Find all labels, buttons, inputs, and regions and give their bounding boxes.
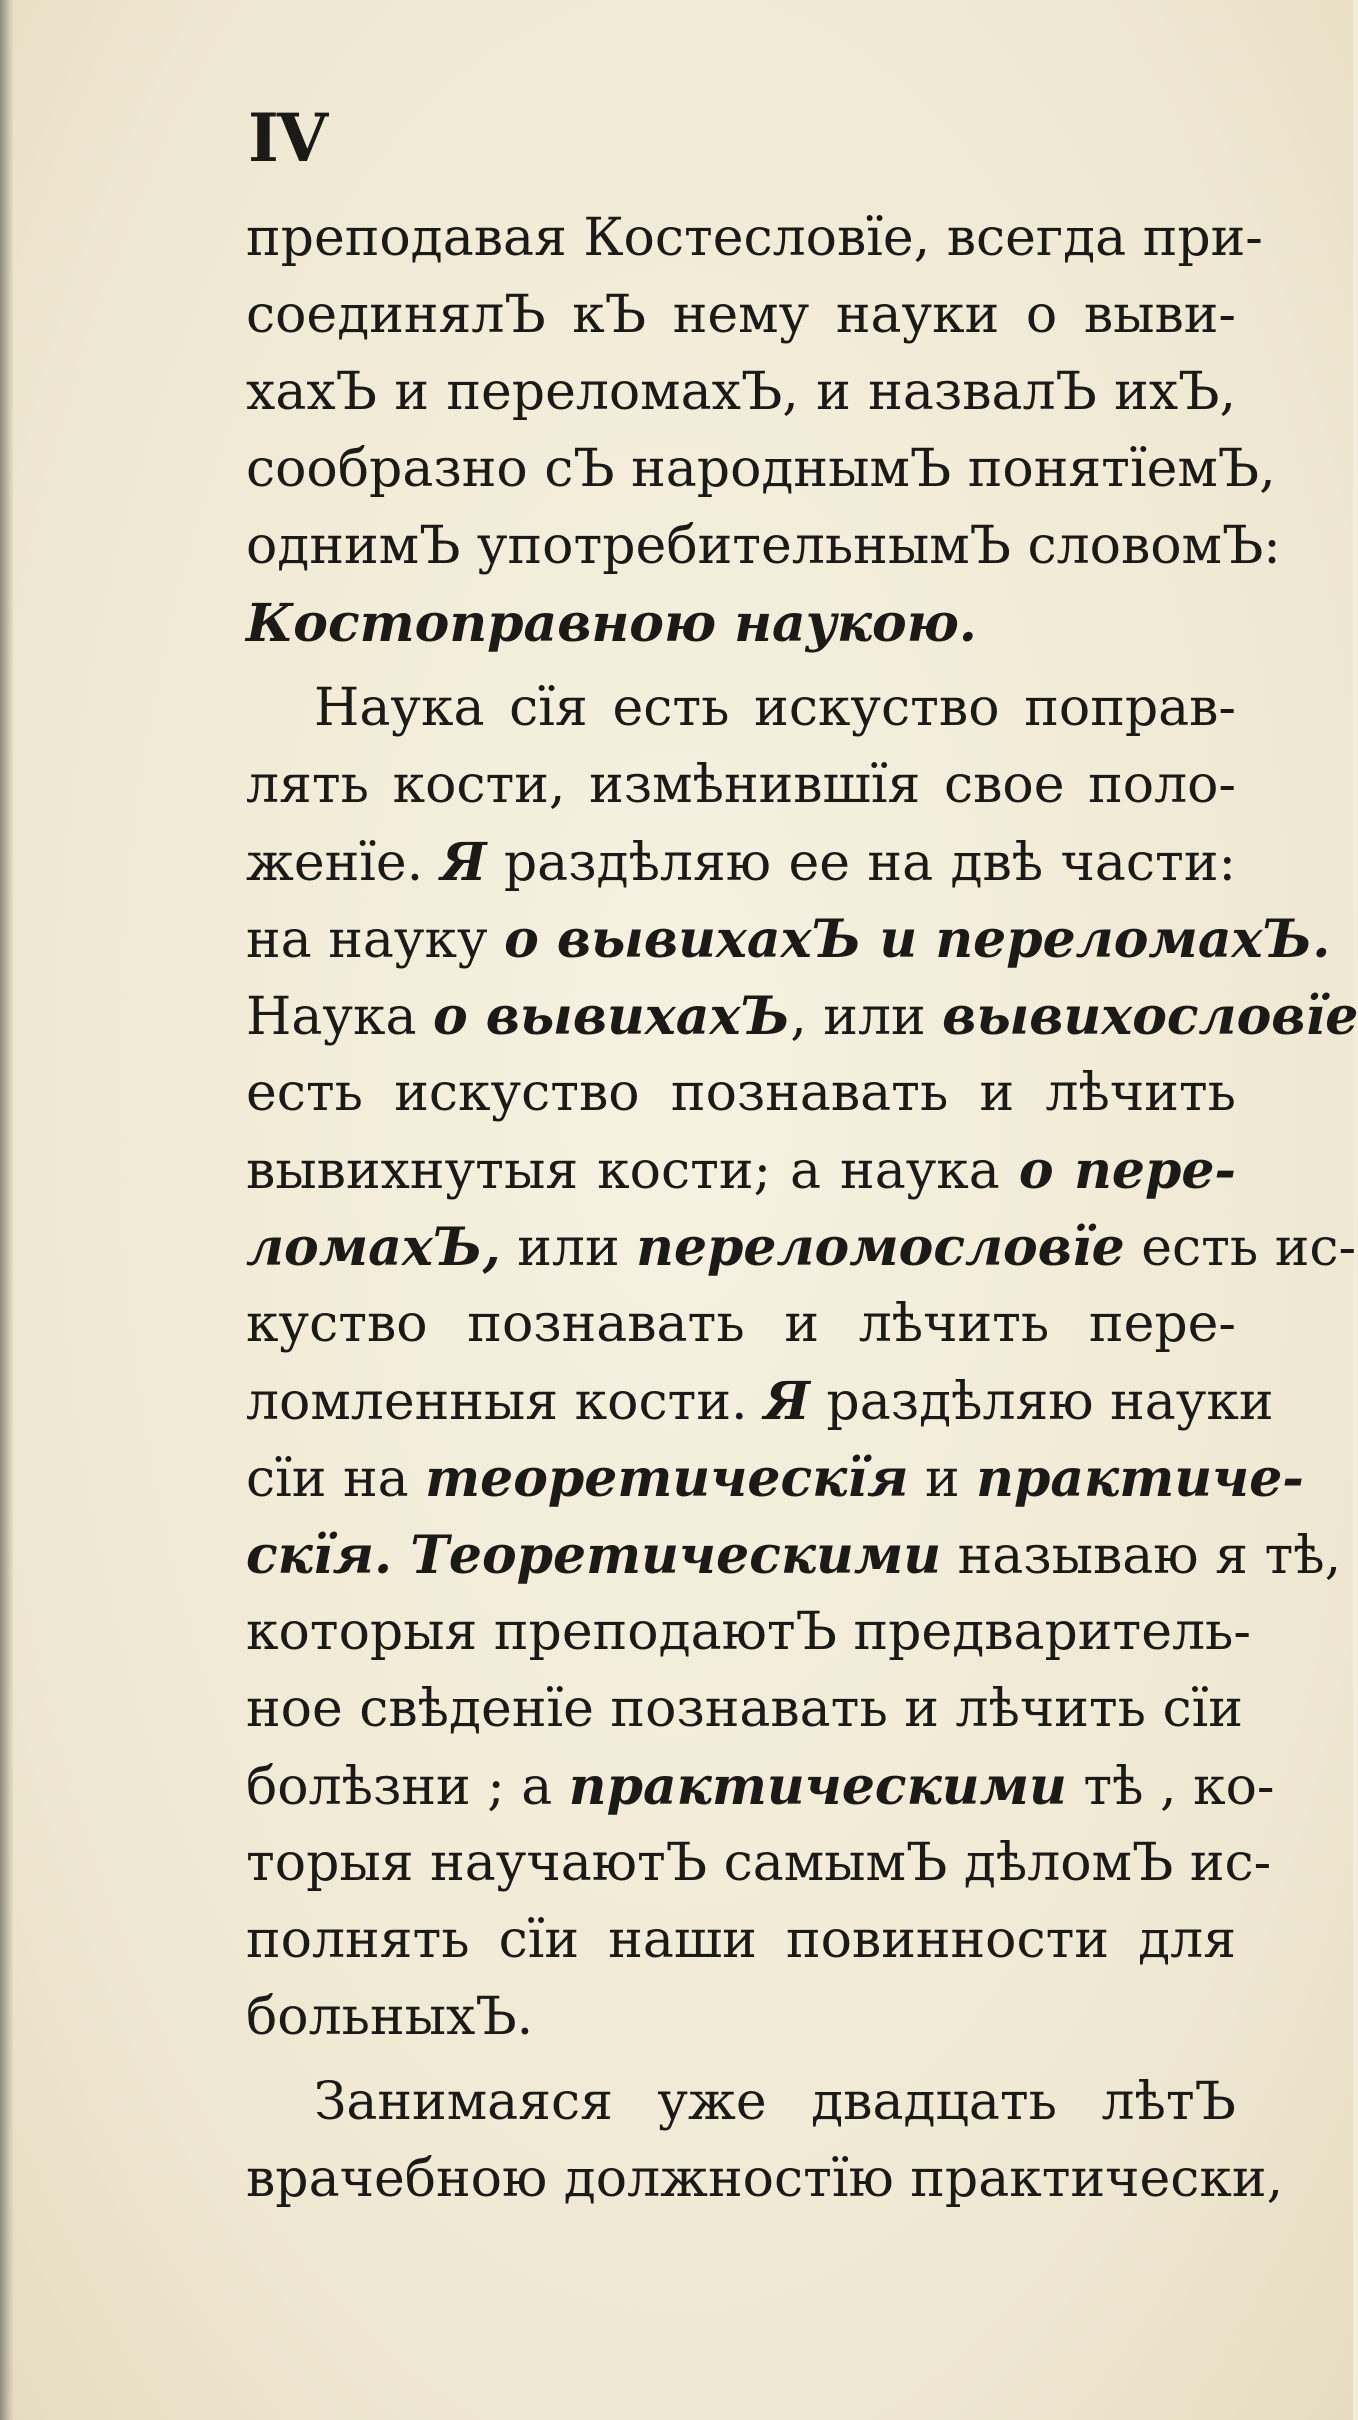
text-line bbox=[246, 670, 1236, 747]
text-segment: ное свѣденїе познавать и лѣчить сїи bbox=[246, 1679, 1243, 1739]
italic-text-segment: скїя. Теоретическими bbox=[246, 1525, 942, 1586]
text-line bbox=[246, 1286, 1236, 1363]
text-line bbox=[246, 1209, 1357, 1286]
text-segment: раздѣляю ее на двѣ части: bbox=[486, 833, 1236, 893]
text-segment: или bbox=[500, 1218, 637, 1278]
text-segment: однимЪ употребительнымЪ словомЪ: bbox=[246, 516, 1281, 576]
text-segment: Наука bbox=[246, 987, 433, 1047]
page-number: IV bbox=[248, 99, 327, 177]
text-segment: на науку bbox=[246, 910, 505, 970]
text-line bbox=[246, 200, 1263, 277]
text-segment: женїе. bbox=[246, 833, 441, 893]
italic-text-segment: вывихословїе bbox=[942, 986, 1358, 1047]
text-segment: соединялЪ кЪ нему науки о выви- bbox=[246, 285, 1236, 345]
text-line bbox=[246, 1748, 1275, 1825]
text-segment: есть искуство познавать и лѣчить bbox=[246, 1063, 1236, 1123]
text-line bbox=[246, 2064, 1236, 2141]
text-segment: преподавая Костесловїе, всегда при- bbox=[246, 208, 1263, 268]
paragraph-gap bbox=[246, 2056, 1236, 2064]
text-segment: раздѣляю науки bbox=[809, 1372, 1274, 1432]
text-line bbox=[246, 1440, 1304, 1517]
text-segment: называю я тѣ, bbox=[941, 1526, 1342, 1586]
italic-text-segment: практическими bbox=[568, 1756, 1067, 1817]
text-line bbox=[246, 1132, 1236, 1209]
text-segment: Наука сїя есть искуство поправ- bbox=[314, 678, 1236, 738]
italic-text-segment: теоретическїя bbox=[425, 1448, 909, 1509]
text-line bbox=[246, 1363, 1274, 1440]
text-line bbox=[246, 1055, 1236, 1132]
text-line bbox=[246, 431, 1276, 508]
text-segment: торыя научаютЪ самымЪ дѣломЪ ис- bbox=[246, 1833, 1272, 1893]
text-segment: и bbox=[908, 1449, 977, 1509]
text-line bbox=[246, 1671, 1243, 1748]
text-segment: врачебною должностїю практически, bbox=[246, 2149, 1284, 2209]
italic-text-segment: ломахЪ, bbox=[246, 1217, 501, 1278]
text-line bbox=[246, 978, 1358, 1055]
text-segment: лять кости, измѣнившїя свое поло- bbox=[246, 755, 1236, 815]
italic-text-segment: Я bbox=[440, 832, 487, 893]
page-binding-edge bbox=[0, 0, 14, 2420]
text-segment: которыя преподаютЪ предваритель- bbox=[246, 1602, 1251, 1662]
italic-text-segment: переломословїе bbox=[636, 1217, 1125, 1278]
text-line bbox=[246, 901, 1331, 978]
text-line bbox=[246, 747, 1236, 824]
paragraph-gap bbox=[246, 662, 1236, 670]
text-line bbox=[246, 2141, 1284, 2218]
italic-text-segment: практиче- bbox=[976, 1448, 1304, 1509]
text-line bbox=[246, 508, 1281, 585]
text-line bbox=[246, 1902, 1236, 1979]
text-segment: , или bbox=[790, 987, 943, 1047]
body-text bbox=[246, 200, 1358, 2218]
text-segment: ломленныя кости. bbox=[246, 1372, 765, 1432]
italic-text-segment: о пере- bbox=[1018, 1140, 1236, 1201]
italic-text-segment: Я bbox=[764, 1371, 810, 1432]
text-segment: сообразно сЪ народнымЪ понятїемЪ, bbox=[246, 439, 1276, 499]
italic-text-segment: Костоправною наукою. bbox=[246, 593, 977, 654]
text-line bbox=[246, 585, 1236, 662]
text-line bbox=[246, 1517, 1342, 1594]
text-line bbox=[246, 354, 1236, 431]
text-segment: куство познавать и лѣчить пере- bbox=[246, 1294, 1236, 1354]
text-segment: Занимаяся уже двадцать лѣтЪ bbox=[314, 2072, 1236, 2132]
text-line bbox=[246, 1594, 1251, 1671]
text-line bbox=[246, 824, 1236, 901]
text-segment: есть ис- bbox=[1124, 1218, 1357, 1278]
text-segment: вывихнутыя кости; а наука bbox=[246, 1141, 1019, 1201]
text-segment: тѣ , ко- bbox=[1066, 1757, 1275, 1817]
italic-text-segment: о вывихахЪ bbox=[432, 986, 791, 1047]
text-line bbox=[246, 1825, 1272, 1902]
text-segment: хахЪ и переломахЪ, и назвалЪ ихЪ, bbox=[246, 362, 1236, 422]
text-line bbox=[246, 1979, 1236, 2056]
text-segment: полнять сїи наши повинности для bbox=[246, 1910, 1236, 1970]
text-segment: больныхЪ. bbox=[246, 1987, 534, 2047]
text-segment: болѣзни ; а bbox=[246, 1757, 569, 1817]
text-line bbox=[246, 277, 1236, 354]
text-segment: сїи на bbox=[246, 1449, 426, 1509]
italic-text-segment: о вывихахЪ и переломахЪ. bbox=[504, 909, 1331, 970]
